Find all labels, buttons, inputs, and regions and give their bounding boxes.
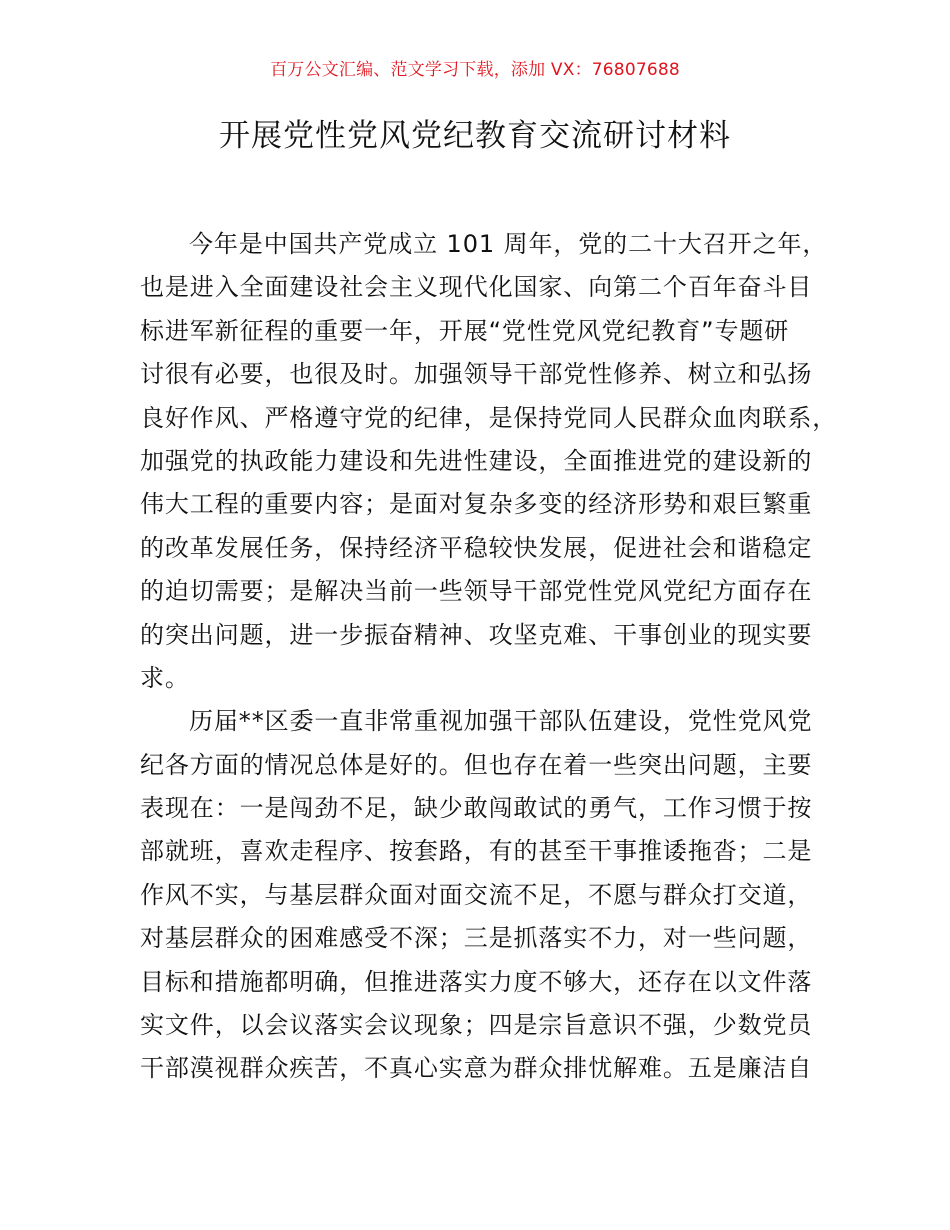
paragraph-line: 作风不实，与基层群众面对面交流不足，不愿与群众打交道， [140, 880, 813, 909]
document-body [140, 223, 840, 1091]
paragraph-1 [140, 223, 840, 700]
paragraph-line: 今年是中国共产党成立 101 周年，党的二十大召开之年， [189, 230, 828, 258]
paragraph-line: 实文件，以会议落实会议现象；四是宗旨意识不强，少数党员 [140, 1011, 813, 1040]
promo-banner-text: 百万公文汇编、范文学习下载，添加 VX：76807688 [270, 60, 680, 80]
paragraph-line: 的迫切需要；是解决当前一些领导干部党性党风党纪方面存在 [140, 577, 813, 606]
paragraph-line: 干部漠视群众疾苦，不真心实意为群众排忧解难。五是廉洁自 [140, 1054, 813, 1083]
paragraph-line: 加强党的执政能力建设和先进性建设，全面推进党的建设新的 [140, 446, 813, 475]
paragraph-line: 表现在：一是闯劲不足，缺少敢闯敢试的勇气，工作习惯于按 [140, 794, 813, 823]
paragraph-2 [140, 700, 840, 1091]
paragraph-line: 目标和措施都明确，但推进落实力度不够大，还存在以文件落 [140, 967, 813, 996]
document-title: 开展党性党风党纪教育交流研讨材料 [219, 118, 731, 154]
paragraph-line: 的突出问题，进一步振奋精神、攻坚克难、干事创业的现实要 [140, 620, 813, 649]
paragraph-line: 标进军新征程的重要一年，开展“党性党风党纪教育”专题研 [140, 316, 790, 345]
paragraph-line: 伟大工程的重要内容；是面对复杂多变的经济形势和艰巨繁重 [140, 490, 813, 519]
paragraph-line: 部就班，喜欢走程序、按套路，有的甚至干事推诿拖沓；二是 [140, 837, 813, 866]
paragraph-line: 也是进入全面建设社会主义现代化国家、向第二个百年奋斗目 [140, 273, 813, 302]
paragraph-line: 求。 [140, 663, 190, 692]
paragraph-line: 良好作风、严格遵守党的纪律，是保持党同人民群众血肉联系， [140, 403, 838, 432]
paragraph-line: 历届**区委一直非常重视加强干部队伍建设，党性党风党 [189, 707, 813, 736]
paragraph-line: 的改革发展任务，保持经济平稳较快发展，促进社会和谐稳定 [140, 533, 813, 562]
paragraph-line: 纪各方面的情况总体是好的。但也存在着一些突出问题，主要 [140, 750, 813, 779]
paragraph-line: 对基层群众的困难感受不深；三是抓落实不力，对一些问题， [140, 924, 813, 953]
paragraph-line: 讨很有必要，也很及时。加强领导干部党性修养、树立和弘扬 [140, 360, 813, 389]
